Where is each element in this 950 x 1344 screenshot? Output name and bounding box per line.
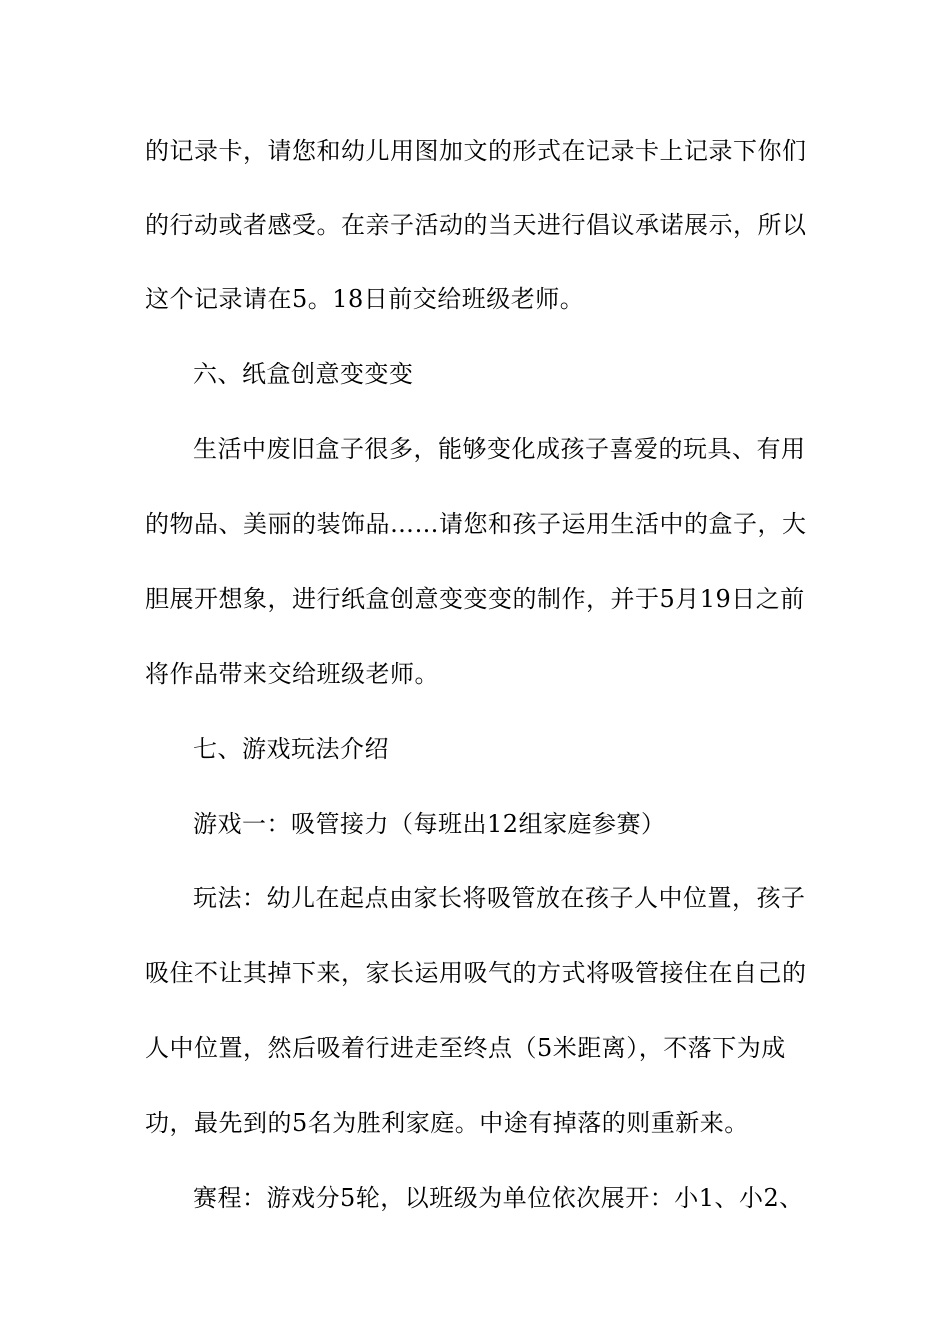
paragraph-line: 人中位置，然后吸着行进走至终点（5米距离），不落下为成 — [145, 1034, 786, 1062]
paragraph-line: 吸住不让其掉下来，家长运用吸气的方式将吸管接住在自己的 — [145, 959, 807, 987]
paragraph-line: 的物品、美丽的装饰品……请您和孩子运用生活中的盒子，大 — [145, 510, 807, 538]
paragraph-line: 将作品带来交给班级老师。 — [145, 660, 439, 688]
subsection-heading: 游戏一：吸管接力（每班出12组家庭参赛） — [193, 810, 666, 838]
paragraph-line: 赛程：游戏分5轮，以班级为单位依次展开：小1、小2、 — [193, 1184, 804, 1212]
paragraph-line: 功，最先到的5名为胜利家庭。中途有掉落的则重新来。 — [145, 1109, 749, 1137]
paragraph-line: 的行动或者感受。在亲子活动的当天进行倡议承诺展示，所以 — [145, 211, 807, 239]
section-heading: 七、游戏玩法介绍 — [193, 735, 389, 763]
paragraph-line: 胆展开想象，进行纸盒创意变变变的制作，并于5月19日之前 — [145, 585, 805, 613]
paragraph-line: 生活中废旧盒子很多，能够变化成孩子喜爱的玩具、有用 — [193, 435, 806, 463]
paragraph-line: 的记录卡，请您和幼儿用图加文的形式在记录卡上记录下你们 — [145, 137, 807, 165]
paragraph-line: 这个记录请在5。18日前交给班级老师。 — [145, 285, 585, 313]
paragraph-line: 玩法：幼儿在起点由家长将吸管放在孩子人中位置，孩子 — [193, 884, 806, 912]
section-heading: 六、纸盒创意变变变 — [193, 360, 414, 388]
